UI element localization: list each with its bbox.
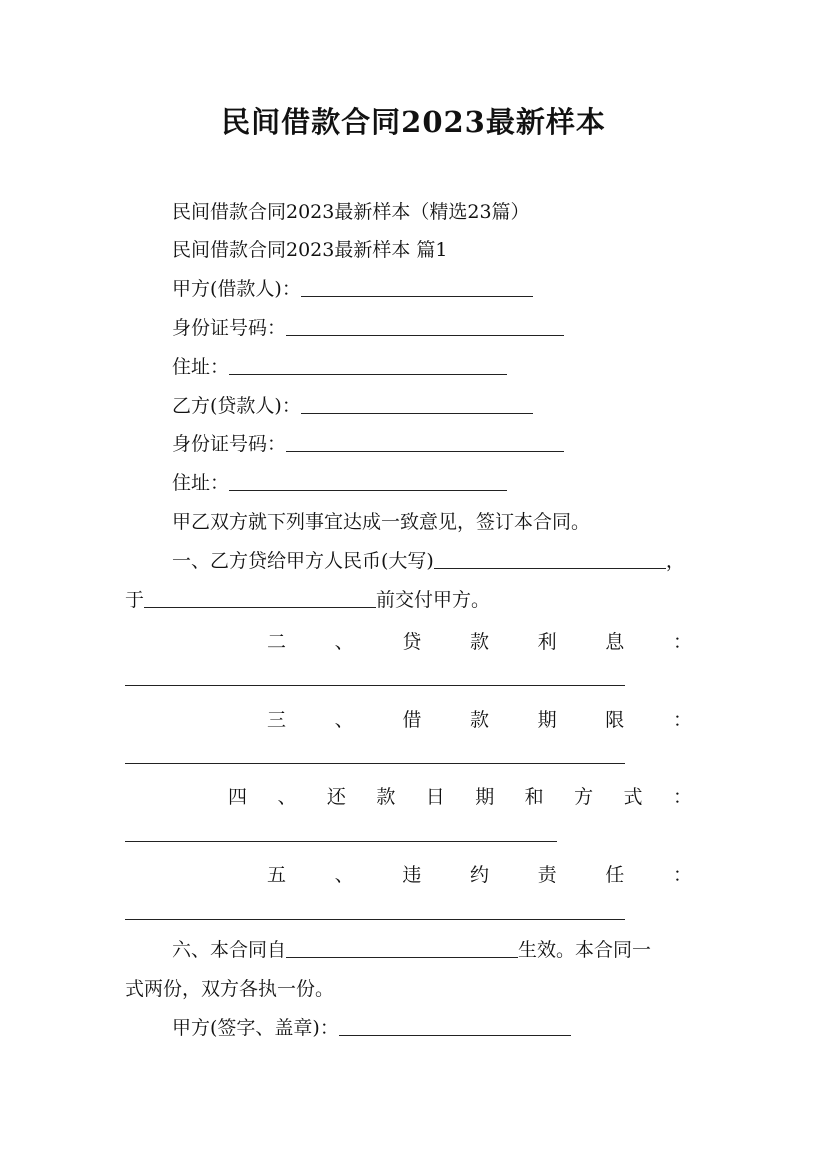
clause-1-date-label: 于: [125, 589, 145, 611]
clause-1-date-blank[interactable]: [144, 589, 376, 608]
clause-5-blank[interactable]: [125, 918, 625, 920]
address-b-blank[interactable]: [229, 472, 507, 491]
party-a-label: 甲方(借款人)：: [172, 278, 301, 300]
id-a-blank[interactable]: [286, 317, 564, 336]
agreement-intro: 甲乙双方就下列事宜达成一致意见，签订本合同。: [172, 511, 591, 533]
id-a-row: [172, 316, 564, 340]
party-b-label: 乙方(贷款人)：: [172, 395, 301, 417]
party-a-blank[interactable]: [301, 278, 533, 297]
clause-3-char: 限: [605, 709, 625, 731]
clause-6-row: [172, 938, 651, 962]
address-a-row: [172, 355, 507, 379]
clause-1-label: 一、乙方贷给甲方人民币(大写): [172, 550, 434, 572]
clause-5-heading: [267, 860, 692, 887]
clause-5-char: 任: [605, 864, 625, 886]
clause-1-row: [172, 549, 685, 573]
signature-a-row: [172, 1016, 571, 1040]
clause-4-char: 四: [228, 786, 248, 808]
clause-3-char: 款: [469, 709, 489, 731]
clause-3-char: 、: [334, 709, 354, 731]
id-b-label: 身份证号码：: [172, 433, 287, 455]
party-b-row: [172, 394, 533, 418]
address-b-label: 住址：: [172, 472, 230, 494]
address-a-label: 住址：: [172, 356, 230, 378]
id-a-label: 身份证号码：: [172, 317, 287, 339]
clause-4-heading: [228, 782, 692, 809]
clause-6-label: 六、本合同自: [172, 939, 287, 961]
document-title: 民间借款合同2023最新样本: [221, 105, 606, 139]
clause-5-char: 约: [469, 864, 489, 886]
clause-3-char: 借: [402, 709, 422, 731]
clause-3-heading: [267, 705, 692, 732]
clause-4-char: 和: [524, 786, 544, 808]
clause-5-char: 五: [267, 864, 287, 886]
clause-4-char: 方: [574, 786, 594, 808]
party-a-row: [172, 277, 533, 301]
clause-6-row-2: 式两份，双方各执一份。: [125, 978, 335, 1000]
clause-5-char: 违: [402, 864, 422, 886]
clause-4-char: 、: [277, 786, 297, 808]
clause-3-char: 三: [267, 709, 287, 731]
clause-3-blank[interactable]: [125, 762, 625, 764]
clause-1-amount-blank[interactable]: [434, 550, 666, 569]
address-b-row: [172, 471, 507, 495]
clause-2-char: 二: [267, 631, 287, 653]
clause-2-char: 息: [605, 631, 625, 653]
clause-3-char: 期: [537, 709, 557, 731]
clause-4-char: ：: [672, 786, 692, 808]
id-b-row: [172, 432, 564, 456]
clause-2-heading: [267, 627, 692, 654]
party-b-blank[interactable]: [301, 395, 533, 414]
clause-4-char: 还: [326, 786, 346, 808]
clause-1-comma: ，: [665, 550, 685, 572]
clause-2-char: 款: [469, 631, 489, 653]
clause-2-char: 、: [334, 631, 354, 653]
clause-5-char: ：: [672, 864, 692, 886]
clause-4-char: 期: [475, 786, 495, 808]
clause-4-char: 款: [376, 786, 396, 808]
clause-5-char: 责: [537, 864, 557, 886]
section-heading: 民间借款合同2023最新样本 篇1: [172, 239, 448, 261]
clause-6-end: 生效。本合同一: [518, 939, 652, 961]
clause-2-char: 利: [537, 631, 557, 653]
clause-2-char: 贷: [402, 631, 422, 653]
clause-4-char: 日: [425, 786, 445, 808]
id-b-blank[interactable]: [286, 433, 564, 452]
clause-1-end: 前交付甲方。: [376, 589, 491, 611]
subtitle: 民间借款合同2023最新样本（精选23篇）: [172, 201, 530, 223]
clause-3-char: ：: [672, 709, 692, 731]
clause-5-char: 、: [334, 864, 354, 886]
clause-1-row-2: [125, 588, 490, 612]
signature-a-label: 甲方(签字、盖章)：: [172, 1017, 339, 1039]
clause-6-date-blank[interactable]: [286, 939, 518, 958]
clause-2-blank[interactable]: [125, 684, 625, 686]
address-a-blank[interactable]: [229, 356, 507, 375]
clause-2-char: ：: [672, 631, 692, 653]
signature-a-blank[interactable]: [339, 1017, 571, 1036]
clause-4-blank[interactable]: [125, 840, 557, 842]
clause-4-char: 式: [623, 786, 643, 808]
